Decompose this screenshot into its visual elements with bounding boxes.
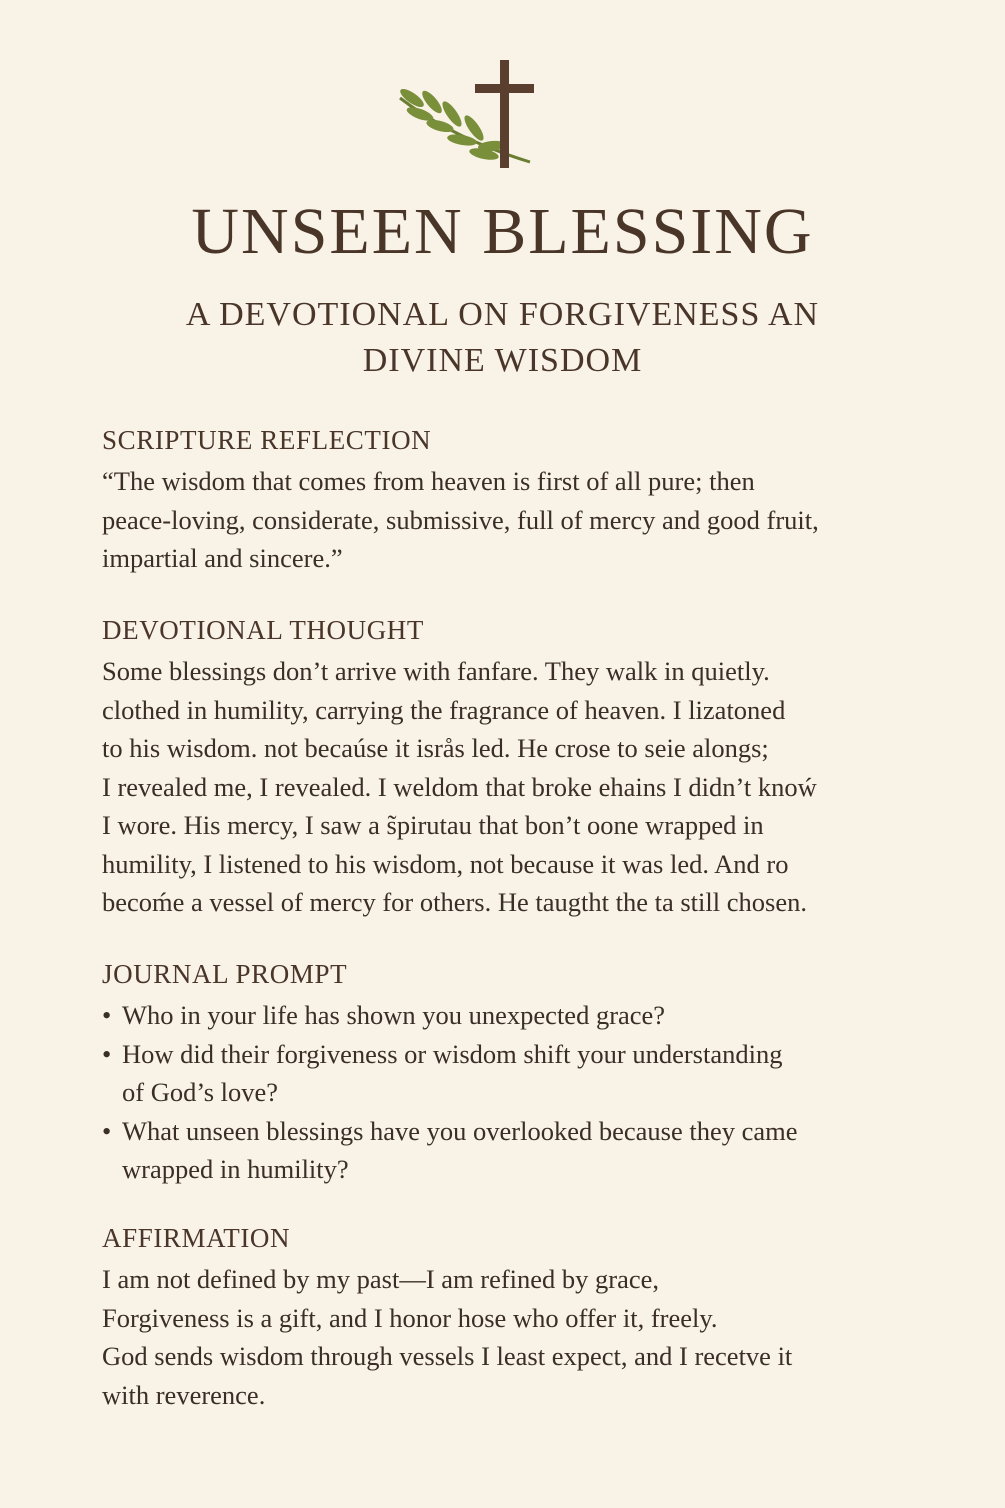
devotional-line: becoḿe a vessel of mercy for others. He taugtht the ta still chosen.	[102, 887, 807, 917]
devotional-line: I wore. His mercy, I saw a s̃pirutau that bon’t oone wrapped in	[102, 810, 764, 840]
scripture-text	[102, 462, 922, 578]
scripture-line: peace-loving, considerate, submissive, full of mercy and good fruit,	[102, 504, 819, 535]
affirmation-heading: AFFIRMATION	[102, 1223, 291, 1253]
scripture-line: “The wisdom that comes from heaven is first of all pure; then	[102, 466, 755, 496]
scripture-heading: SCRIPTURE REFLECTION	[102, 425, 432, 455]
affirmation-section	[102, 1220, 922, 1414]
scripture-line: impartial and sincere.”	[102, 543, 343, 573]
bullet-icon: •	[102, 1038, 112, 1069]
prompt-line: Who in your life has shown you unexpected grace?	[122, 1000, 666, 1030]
journal-heading: JOURNAL PROMPT	[102, 959, 348, 989]
page-subtitle	[130, 292, 875, 384]
page-title: UNSEEN BLESSING	[191, 195, 814, 268]
subtitle-line: A DEVOTIONAL ON FORGIVENESS AN	[185, 296, 820, 333]
olive-branch-icon	[398, 86, 530, 162]
prompt-line: What unseen blessings have you overlooked because they came	[122, 1115, 798, 1146]
devotional-line: humility, I listened to his wisdom, not because it was led. And ro	[102, 848, 789, 879]
affirmation-line: God sends wisdom through vessels I least expect, and I recetve it	[102, 1341, 793, 1371]
journal-section	[102, 956, 922, 1189]
bullet-icon: •	[102, 1115, 112, 1146]
scripture-section	[102, 422, 922, 578]
devotional-line: I revealed me, I revealed. I weldom that broke ehains I didn’t knoẃ	[102, 771, 817, 802]
devotional-text	[102, 652, 922, 922]
bullet-icon: •	[102, 1000, 112, 1030]
cross-emblem	[392, 58, 542, 176]
journal-prompt-item	[102, 996, 922, 1035]
affirmation-line: I am not defined by my past—I am refined by grace,	[102, 1264, 660, 1294]
journal-prompt-item	[102, 1112, 922, 1189]
devotional-section	[102, 612, 922, 922]
journal-prompt-list	[102, 996, 922, 1189]
prompt-line: How did their forgiveness or wisdom shift your understanding	[122, 1038, 783, 1069]
devotional-line: Some blessings don’t arrive with fanfare. They walk in quietly.	[102, 656, 770, 686]
devotional-line: clothed in humility, carrying the fragrance of heaven. I lizatoned	[102, 694, 786, 725]
subtitle-line: DIVINE WISDOM	[362, 342, 643, 379]
devotional-heading: DEVOTIONAL THOUGHT	[102, 615, 424, 645]
affirmation-line: Forgiveness is a gift, and I honor hose who offer it, freely.	[102, 1302, 718, 1333]
affirmation-text	[102, 1260, 922, 1414]
prompt-line: of God’s love?	[122, 1077, 279, 1107]
affirmation-line: with reverence.	[102, 1379, 266, 1410]
journal-prompt-item	[102, 1035, 922, 1112]
prompt-line: wrapped in humility?	[122, 1154, 349, 1184]
devotional-line: to his wisdom. not becaúse it isrås led. He crose to seie alongs;	[102, 733, 769, 763]
